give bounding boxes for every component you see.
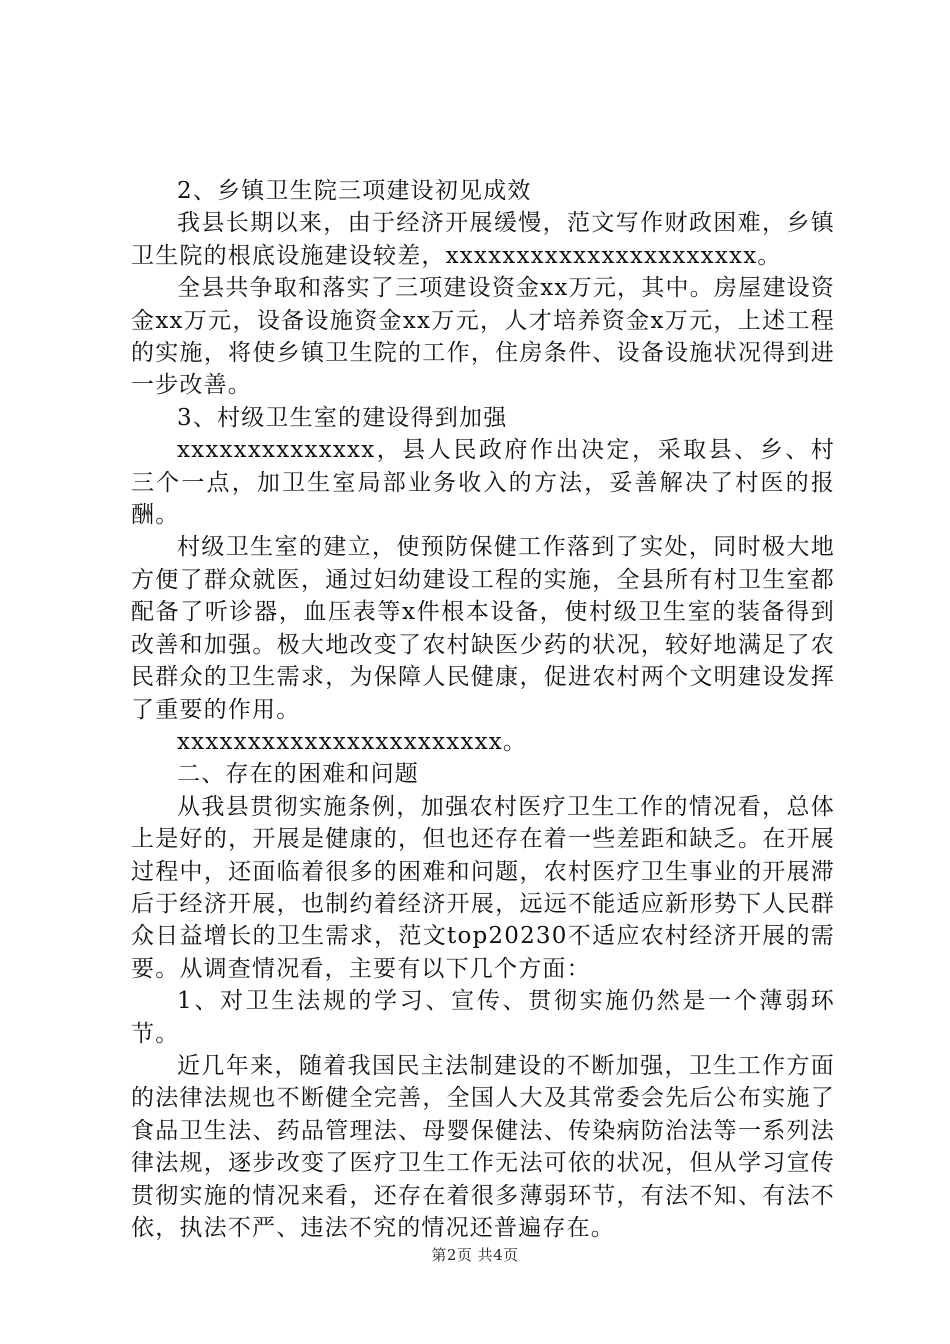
paragraph: xxxxxxxxxxxxxxxxxxxxxxx。 [177,728,528,755]
paragraph: 近几年来，随着我国民主法制建设的不断加强，卫生工作方面的法律法规也不断健全完善，全国人大及其常委会先后公布实施了食品卫生法、药品管理法、母婴保健法、传染病防治法等一系列法律法规，逐步改变了医疗卫生工作无法可依的状况，但从学习宣传贯彻实施的情况来看，还存在着很多薄弱环节，有法不知、有法不依，执法不严、违法不究的情况还普遍存在。 [131,1052,835,1241]
section-heading: 二、存在的困难和问题 [177,761,419,788]
section-heading: 2、乡镇卫生院三项建设初见成效 [177,178,532,204]
paragraph: 村级卫生室的建立，使预防保健工作落到了实处，同时极大地方便了群众就医，通过妇幼建设工程的实施，全县所有村卫生室都配备了听诊器，血压表等x件根本设备，使村级卫生室的装备得到改善和加强。极大地改变了农村缺医少药的状况，较好地满足了农民群众的卫生需求，为保障人民健康，促进农村两个文明建设发挥了重要的作用。 [131,534,835,723]
section-heading: 3、村级卫生室的建设得到加强 [177,404,508,431]
paragraph: 1、对卫生法规的学习、宣传、贯彻实施仍然是一个薄弱环节。 [131,988,835,1047]
paragraph: 我县长期以来，由于经济开展缓慢，范文写作财政困难，乡镇卫生院的根底设施建设较差，xxxxxxxxxxxxxxxxxxxxxx。 [131,210,835,269]
paragraph: xxxxxxxxxxxxxx，县人民政府作出决定，采取县、乡、村三个一点，加卫生室局部业务收入的方法，妥善解决了村医的报酬。 [131,437,835,529]
document-body [131,175,835,1244]
paragraph: 从我县贯彻实施条例，加强农村医疗卫生工作的情况看，总体上是好的，开展是健康的，但也还存在着一些差距和缺乏。在开展过程中，还面临着很多的困难和问题，农村医疗卫生事业的开展滞后于经济开展，也制约着经济开展，远远不能适应新形势下人民群众日益增长的卫生需求，范文top20230不适应农村经济开展的需要。从调查情况看，主要有以下几个方面： [131,793,835,982]
paragraph: 全县共争取和落实了三项建设资金xx万元，其中。房屋建设资金xx万元，设备设施资金xx万元，人才培养资金x万元，上述工程的实施，将使乡镇卫生院的工作，住房条件、设备设施状况得到进一步改善。 [131,275,835,399]
page-number-footer: 第2页 共4页 [431,1246,519,1264]
